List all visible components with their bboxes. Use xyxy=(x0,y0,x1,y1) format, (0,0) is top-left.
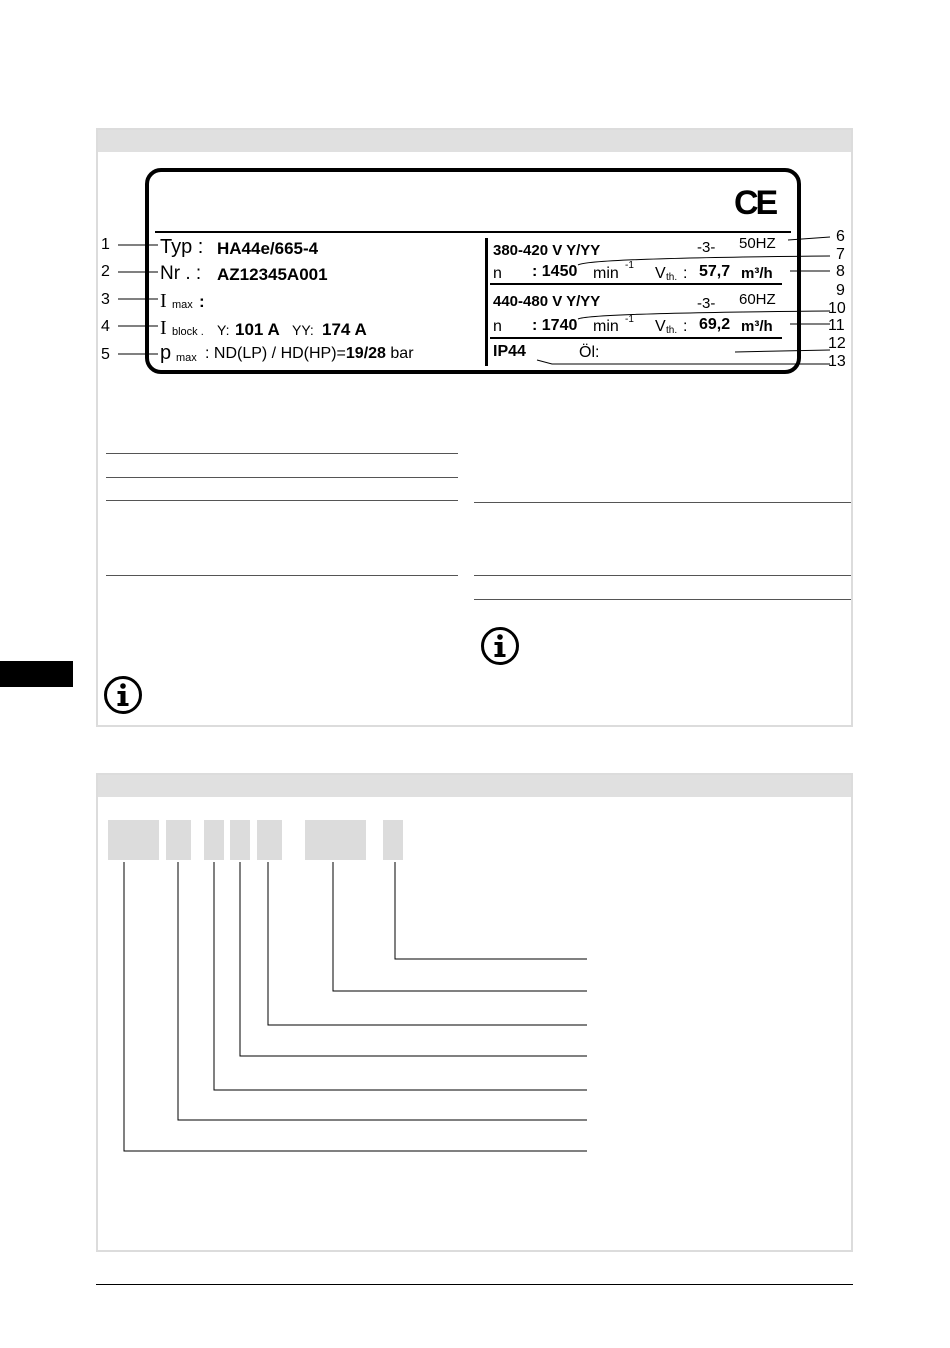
iblock-y-label: Y: xyxy=(217,322,230,338)
row2-n: n xyxy=(493,265,502,282)
row1-phase: -3- xyxy=(697,239,716,256)
row2-vsub: th. xyxy=(666,272,678,283)
row4-speed: : 1740 xyxy=(532,317,578,334)
row2-flow-unit: m³/h xyxy=(741,265,773,282)
callout-9: 9 xyxy=(836,282,845,299)
row4-flow-unit: m³/h xyxy=(741,318,773,335)
row1-freq: 50HZ xyxy=(739,235,776,252)
imax-colon: : xyxy=(199,292,205,311)
callout-12: 12 xyxy=(828,335,846,352)
row4-unit: min xyxy=(593,318,619,335)
row2-unit: min xyxy=(593,265,619,282)
row2-colon: : xyxy=(683,265,688,282)
callout-1: 1 xyxy=(101,236,110,253)
row2-flow: 57,7 xyxy=(699,263,731,280)
nr-value: AZ12345A001 xyxy=(217,265,328,284)
row2-speed: : 1450 xyxy=(532,263,578,280)
row2-v: V xyxy=(655,265,666,282)
pmax-sub: max xyxy=(176,352,197,364)
pmax-formula: : ND(LP) / HD(HP)= xyxy=(205,345,346,362)
nr-label: Nr . : xyxy=(160,263,202,284)
oil-label: Öl: xyxy=(579,344,600,361)
row2-exp: -1 xyxy=(625,260,634,271)
pmax-label: p xyxy=(160,342,172,364)
iblock-y-value: 101 A xyxy=(235,320,280,339)
pmax-unit: bar xyxy=(390,345,414,362)
footer-rule xyxy=(96,1284,853,1285)
row3-phase: -3- xyxy=(697,295,716,312)
imax-letter: I xyxy=(160,290,167,312)
pmax-value: 19/28 xyxy=(345,345,386,362)
iblock-yy-value: 174 A xyxy=(322,320,367,339)
callout-11: 11 xyxy=(828,317,845,334)
callout-3: 3 xyxy=(101,291,110,308)
callout-5: 5 xyxy=(101,346,110,363)
callout-6: 6 xyxy=(836,228,845,245)
ce-mark: CE xyxy=(734,184,776,222)
type-value: HA44e/665-4 xyxy=(217,239,319,258)
row4-n: n xyxy=(493,318,502,335)
callout-10: 10 xyxy=(828,300,846,317)
type-label: Typ : xyxy=(160,236,204,258)
callout-7: 7 xyxy=(836,246,845,263)
row3-freq: 60HZ xyxy=(739,291,776,308)
imax-sub: max xyxy=(172,299,193,311)
row4-v: V xyxy=(655,318,666,335)
row4-flow: 69,2 xyxy=(699,316,731,333)
row4-vsub: th. xyxy=(666,325,678,336)
row4-exp: -1 xyxy=(625,314,634,325)
callout-13: 13 xyxy=(828,353,846,370)
iblock-label: I xyxy=(160,317,167,339)
callout-4: 4 xyxy=(101,318,110,335)
iblock-yy-label: YY: xyxy=(292,322,314,338)
row1-voltage: 380-420 V Y/YY xyxy=(493,242,601,259)
iblock-sub: block . xyxy=(172,326,204,338)
row3-voltage: 440-480 V Y/YY xyxy=(493,293,601,310)
callout-8: 8 xyxy=(836,263,845,280)
callout-2: 2 xyxy=(101,263,110,280)
ip-rating: IP44 xyxy=(493,343,526,360)
row4-colon: : xyxy=(683,318,688,335)
